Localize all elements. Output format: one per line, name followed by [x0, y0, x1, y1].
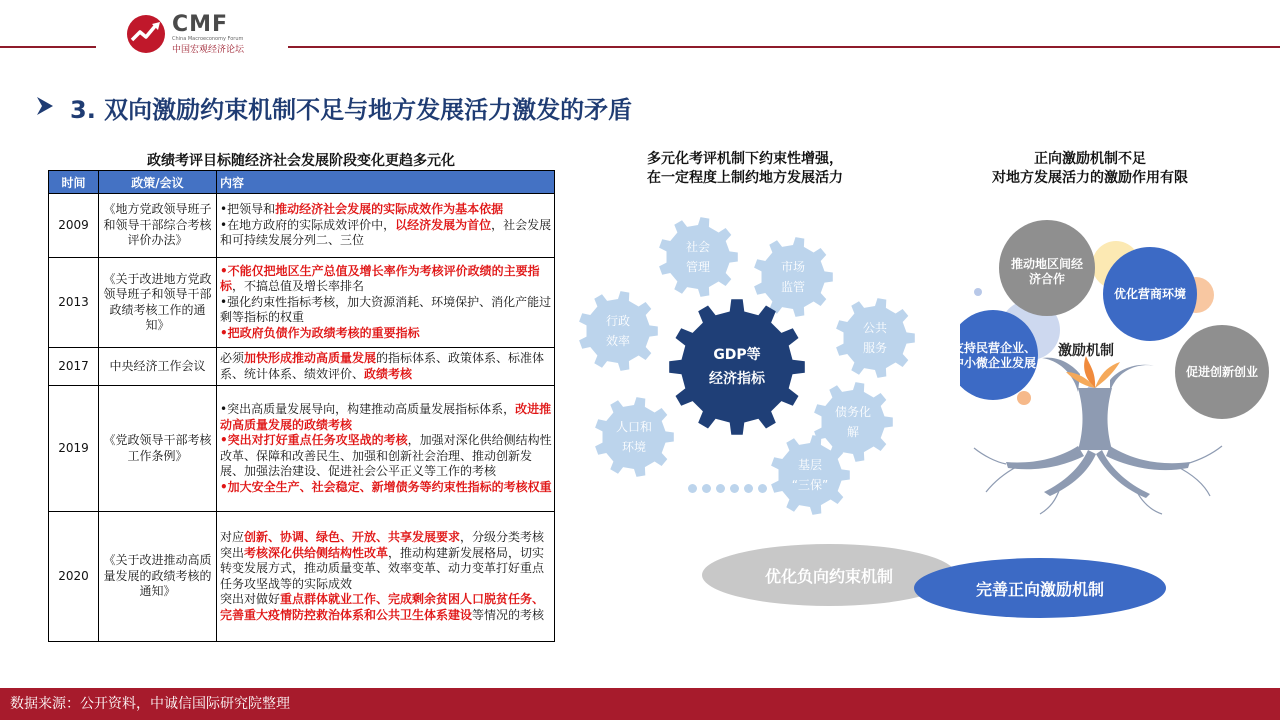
center-label-line: 经济指标 — [709, 371, 765, 387]
highlight-text: 推动经济社会发展的实际成效作为基本依据 — [275, 202, 504, 217]
highlight-text: 以经济发展为首位 — [395, 217, 492, 232]
row-content — [217, 258, 555, 348]
table-row — [49, 386, 555, 512]
arrow-bullet-icon — [36, 96, 54, 116]
row-policy: 中央经济工作会议 — [99, 348, 217, 386]
row-policy: 《关于改进推动高质量发展的政绩考核的通知》 — [99, 512, 217, 642]
gear-label — [823, 402, 883, 442]
table-caption: 政绩考评目标随经济社会发展阶段变化更趋多元化 — [147, 153, 455, 169]
row-content — [217, 194, 555, 258]
row-year: 2019 — [49, 386, 99, 512]
dot — [688, 484, 697, 493]
row-content — [217, 512, 555, 642]
row-year: 2020 — [49, 512, 99, 642]
content-text: ，分级分类考核 — [460, 530, 545, 544]
cmf-logo-icon — [126, 14, 166, 54]
content-text: 突出 — [220, 545, 245, 560]
content-text: •强化约束性指标考核，加大资源消耗、环境保护、消化产能过剩等指标的权重 — [220, 294, 552, 325]
mechanism-label: 激励机制 — [1058, 343, 1114, 359]
highlight-text: 创新、协调、绿色、开放、共享发展要求 — [244, 530, 461, 544]
content-line — [220, 326, 552, 342]
circle-label-line1: 促进创新创业 — [1185, 365, 1258, 379]
gear-label-line2: 监管 — [780, 280, 805, 294]
header-policy: 政策/会议 — [99, 171, 217, 194]
content-text: ，加强对深化供给侧结构性改革、保障和改善民生、加强和创新社会治理、推动创新发展、加强法治建设、促进社会公平正义等工作的考核 — [220, 433, 552, 478]
highlight-text: •突出对打好重点任务攻坚战的考核 — [220, 433, 408, 447]
dot — [702, 484, 711, 493]
content-text: 的指标体系、政策体系、标准体系、统计体系、绩效评价、 — [220, 351, 545, 381]
gear-label-line2: “三保” — [791, 478, 829, 492]
highlight-text: •不能仅把地区生产总值及增长率作为考核评价政绩的主要指标 — [220, 263, 540, 294]
positive-incentive-ellipse — [914, 558, 1166, 618]
content-line — [220, 480, 552, 496]
gear-label — [588, 311, 648, 351]
highlight-text: 加快形成推动高质量发展 — [244, 351, 377, 365]
middle-caption-line1: 多元化考评机制下约束性增强， — [647, 151, 843, 167]
row-policy: 《党政领导干部考核工作条例》 — [99, 386, 217, 512]
positive-incentive-label: 完善正向激励机制 — [975, 579, 1104, 599]
gear-label-line2: 管理 — [685, 260, 710, 274]
gear-label-line2: 服务 — [862, 341, 887, 355]
row-content — [217, 348, 555, 386]
dot — [716, 484, 725, 493]
middle-caption-line2: 在一定程度上制约地方发展活力 — [647, 170, 843, 186]
gear-label — [668, 237, 728, 277]
dot — [730, 484, 739, 493]
content-line — [220, 202, 552, 218]
circle-label-line1: 支持民营企业、 — [951, 341, 1036, 355]
negative-constraint-label: 优化负向约束机制 — [764, 566, 893, 586]
negative-constraint-ellipse — [702, 544, 956, 606]
logo-text: CMF — [172, 12, 229, 37]
row-year: 2017 — [49, 348, 99, 386]
content-text: 必须 — [220, 351, 245, 365]
center-label-line: GDP等 — [713, 347, 761, 363]
logo-subtitle-cn: 中国宏观经济论坛 — [172, 45, 245, 55]
gear-label — [763, 257, 823, 297]
row-year: 2009 — [49, 194, 99, 258]
content-text: 突出对做好 — [220, 592, 281, 606]
circle-label-line2: 中小微企业发展 — [951, 356, 1036, 370]
header-content: 内容 — [217, 171, 555, 194]
center-gear-label — [687, 343, 787, 391]
circle-label-line2: 济合作 — [1028, 272, 1065, 286]
table-header-row — [49, 171, 555, 194]
cmf-logo — [124, 12, 284, 56]
content-line — [220, 402, 552, 433]
gear-label — [845, 318, 905, 358]
gear-label-line1: 基层 — [797, 458, 822, 472]
content-text: •突出高质量发展导向，构建推动高质量发展指标体系， — [220, 402, 516, 416]
right-caption-line1: 正向激励机制不足 — [1034, 151, 1146, 167]
highlight-text: 改进推动高质量发展的政绩考核 — [220, 402, 552, 432]
dot — [744, 484, 753, 493]
gear-label-line2: 解 — [846, 425, 859, 439]
content-text: ，不搞总值及增长率排名 — [232, 279, 365, 294]
content-line — [220, 433, 552, 480]
content-line — [220, 530, 552, 546]
circle-label-line1: 优化营商环境 — [1113, 287, 1186, 301]
gear-label-line1: 人口和 — [615, 420, 652, 434]
highlight-text: 考核深化供给侧结构性改革 — [244, 545, 389, 560]
gear-label-line1: 行政 — [605, 314, 630, 328]
row-year: 2013 — [49, 258, 99, 348]
content-line — [220, 592, 552, 623]
gear-label-line1: 公共 — [862, 321, 887, 335]
circle-innovation — [1176, 365, 1268, 380]
gear-label-line1: 市场 — [780, 260, 805, 274]
highlight-text: 重点群体就业工作、完成剩余贫困人口脱贫任务、完善重大疫情防控救治体系和公共卫生体系建设 — [220, 592, 545, 622]
header-rule-right — [288, 46, 1280, 48]
circle-business-environment — [1104, 287, 1196, 302]
right-caption-line2: 对地方发展活力的激励作用有限 — [992, 170, 1188, 186]
content-text: 等情况的考核 — [472, 607, 545, 622]
table-row — [49, 258, 555, 348]
row-policy: 《地方党政领导班子和领导干部综合考核评价办法》 — [99, 194, 217, 258]
circle-regional-cooperation — [997, 257, 1097, 287]
content-text: ，社会发展和可持续发展分列二、三位 — [220, 217, 552, 248]
highlight-text: 政绩考核 — [364, 366, 413, 381]
highlight-text: •把政府负债作为政绩考核的重要指标 — [220, 325, 420, 340]
policy-table — [48, 170, 555, 642]
gear-label-line1: 债务化 — [834, 405, 871, 419]
content-line — [220, 264, 552, 295]
content-text: •把领导和 — [220, 202, 276, 217]
circle-private-enterprise — [946, 341, 1042, 371]
gear-label-line1: 社会 — [685, 240, 710, 254]
content-text: •在地方政府的实际成效评价中， — [220, 217, 396, 232]
header-year: 时间 — [49, 171, 99, 194]
right-caption — [960, 150, 1220, 188]
gear-label — [780, 455, 840, 495]
content-line — [220, 351, 552, 382]
gear-label-line2: 效率 — [605, 334, 630, 348]
row-content — [217, 386, 555, 512]
gear-label — [604, 417, 664, 457]
highlight-text: •加大安全生产、社会稳定、新增债务等约束性指标的考核权重 — [220, 479, 552, 494]
table-row — [49, 348, 555, 386]
middle-caption — [600, 150, 890, 188]
content-text: 对应 — [220, 530, 245, 544]
content-line — [220, 546, 552, 593]
ellipsis-dots — [688, 478, 772, 497]
table-row — [49, 512, 555, 642]
content-text: ，推动构建新发展格局，切实转变发展方式，推动质量变革、效率变革、动力变革打好重点任务攻坚战等的实际成效 — [220, 545, 545, 591]
circle-label-line1: 推动地区间经 — [1010, 257, 1083, 271]
header-rule-left — [0, 46, 96, 48]
page-title: 3. 双向激励约束机制不足与地方发展活力激发的矛盾 — [70, 96, 633, 124]
row-policy: 《关于改进地方党政领导班子和领导干部政绩考核工作的通知》 — [99, 258, 217, 348]
logo-subtitle-en: China Macroeconomy Forum — [172, 36, 244, 42]
footer-source: 数据来源：公开资料，中诚信国际研究院整理 — [0, 688, 1280, 720]
gear-label-line2: 环境 — [621, 440, 646, 454]
dot — [758, 484, 767, 493]
table-row — [49, 194, 555, 258]
content-line — [220, 218, 552, 249]
content-line — [220, 295, 552, 326]
